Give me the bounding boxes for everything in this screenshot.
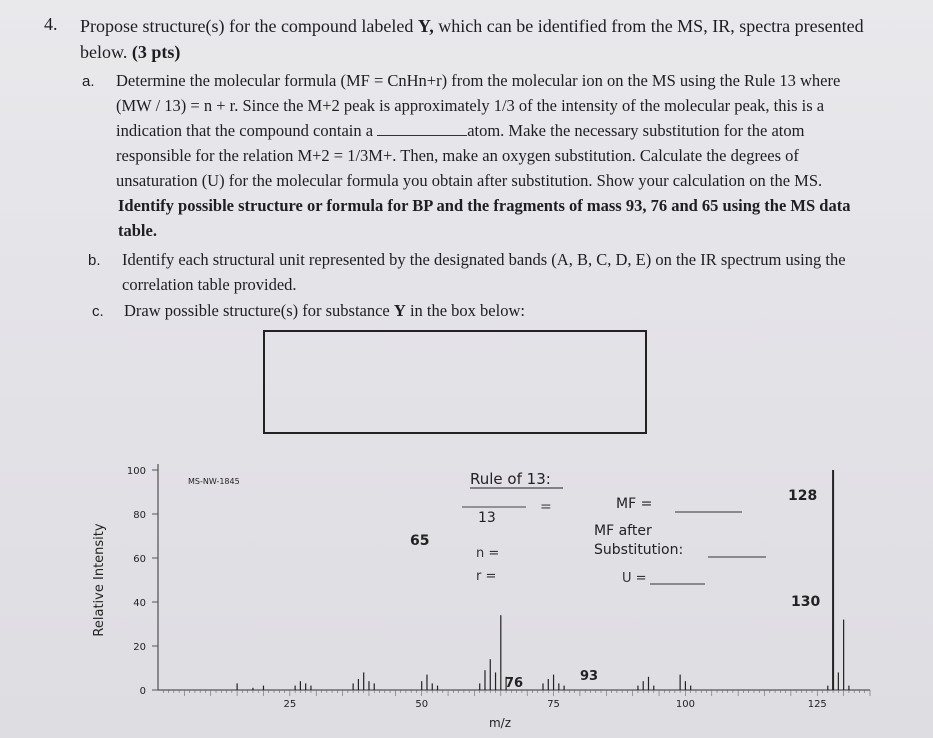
intro-text-cont: which can be identified from the MS, IR, spectra presented bbox=[433, 16, 864, 36]
part-a-line5: unsaturation (U) for the molecular formula you obtain after substitution. Show your calculation on the MS. bbox=[116, 171, 823, 190]
intro-text-2: below. bbox=[80, 42, 132, 62]
part-c-marker: c. bbox=[92, 303, 104, 320]
y-tick-label: 20 bbox=[133, 642, 146, 653]
part-a-line3-post: atom. Make the necessary substitution for the atom bbox=[467, 121, 805, 140]
atom-blank[interactable] bbox=[377, 135, 467, 136]
u-label: U = bbox=[622, 571, 647, 586]
question-intro-line2 bbox=[80, 40, 180, 64]
part-a-line1: Determine the molecular formula (MF = CnHn+r) from the molecular ion on the MS using the Rule 13 where bbox=[116, 71, 841, 90]
rule-title: Rule of 13: bbox=[470, 470, 551, 488]
mass-spectrum-chart bbox=[0, 455, 933, 738]
mf-substitution-label: Substitution: bbox=[594, 542, 684, 558]
chart-id-label: MS-NW-1845 bbox=[188, 477, 240, 486]
y-tick-label: 0 bbox=[139, 686, 146, 697]
part-c-y: Y bbox=[393, 301, 406, 320]
peak-label-93: 93 bbox=[580, 669, 599, 684]
y-tick-label: 100 bbox=[126, 466, 146, 477]
part-a-line6: Identify possible structure or formula for BP and the fragments of mass 93, 76 and 65 using the MS data bbox=[118, 196, 851, 215]
part-c-text-pre: Draw possible structure(s) for substance bbox=[124, 301, 394, 320]
part-c-text bbox=[124, 300, 525, 322]
part-a-line4: responsible for the relation M+2 = 1/3M+. Then, make an oxygen substitution. Calculate the degrees of bbox=[116, 146, 799, 165]
structure-answer-box[interactable] bbox=[263, 330, 647, 434]
part-b-marker: b. bbox=[88, 252, 101, 269]
y-tick-label: 60 bbox=[133, 554, 146, 565]
peak-label-128: 128 bbox=[788, 488, 818, 504]
chart-labels bbox=[410, 470, 820, 691]
x-tick-label: 25 bbox=[283, 699, 297, 710]
r-label: r = bbox=[476, 569, 497, 584]
mf-label: MF = bbox=[616, 496, 653, 512]
question-number: 4. bbox=[44, 14, 58, 34]
y-tick-label: 80 bbox=[133, 510, 146, 521]
x-tick-label: 125 bbox=[807, 699, 827, 710]
part-a-line7: table. bbox=[118, 221, 157, 240]
part-b-line1: Identify each structural unit represented by the designated bands (A, B, C, D, E) on the IR spectrum using the bbox=[122, 250, 846, 269]
part-a-line2: (MW / 13) = n + r. Since the M+2 peak is approximately 1/3 of the intensity of the molecular peak, this is a bbox=[116, 96, 825, 115]
x-tick-label: 50 bbox=[415, 699, 429, 710]
part-a-line3-pre: indication that the compound contain a bbox=[116, 121, 374, 140]
peak-label-130: 130 bbox=[791, 594, 821, 610]
compound-y-label: Y, bbox=[417, 16, 434, 36]
mf-after-label: MF after bbox=[594, 523, 652, 539]
peak-label-76: 76 bbox=[505, 676, 524, 691]
part-a-marker: a. bbox=[82, 73, 95, 90]
fraction-denominator: 13 bbox=[478, 510, 496, 526]
intro-text: Propose structure(s) for the compound labeled bbox=[80, 16, 418, 36]
part-a-line3 bbox=[116, 120, 804, 142]
x-tick-label: 75 bbox=[547, 699, 560, 710]
part-c-text-post: in the box below: bbox=[405, 301, 525, 320]
x-tick-label: 100 bbox=[675, 699, 695, 710]
y-axis-title: Relative Intensity bbox=[92, 523, 107, 637]
part-b-line2: correlation table provided. bbox=[122, 275, 297, 294]
n-label: n = bbox=[476, 546, 500, 561]
chart-axes bbox=[92, 464, 870, 730]
peak-label-65: 65 bbox=[410, 533, 430, 549]
question-intro-line1 bbox=[80, 14, 864, 38]
y-tick-label: 40 bbox=[133, 598, 146, 609]
points-label: (3 pts) bbox=[131, 42, 181, 62]
x-axis-title: m/z bbox=[488, 716, 512, 730]
equals-sign: = bbox=[540, 499, 552, 515]
